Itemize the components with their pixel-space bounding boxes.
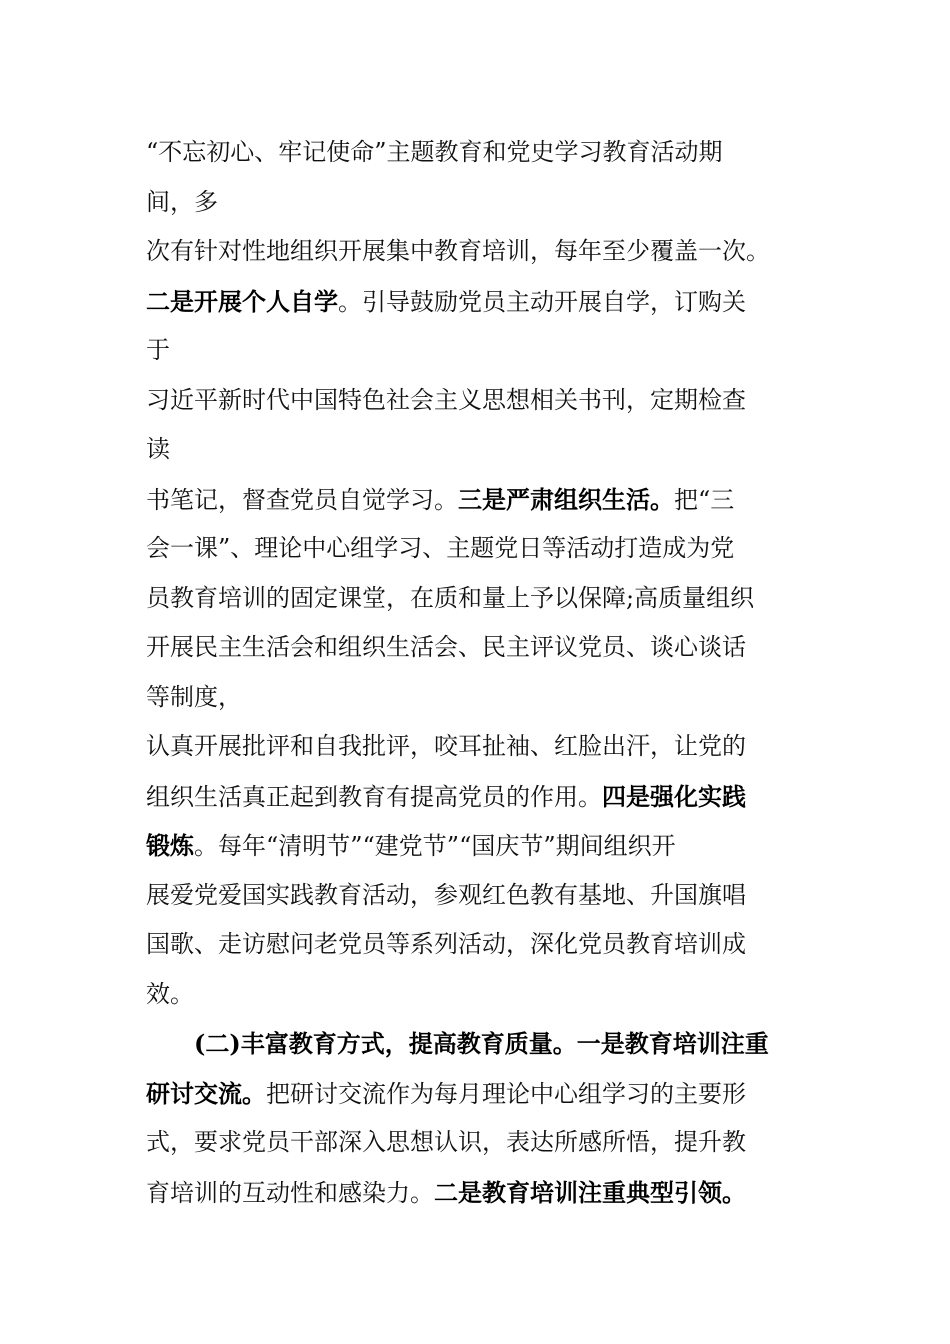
text-line — [146, 673, 816, 723]
body-text-segment: 认真开展批评和自我批评，咬耳扯袖、红脸出汗，让党的 — [146, 732, 746, 760]
body-text-segment: 读 — [146, 435, 170, 463]
text-line — [146, 623, 816, 673]
bold-heading-text: 研讨交流。 — [146, 1078, 266, 1108]
text-line — [146, 524, 816, 574]
body-text — [146, 128, 816, 1217]
text-line — [146, 376, 816, 426]
text-line — [146, 1168, 816, 1218]
text-line — [146, 772, 816, 822]
text-line — [146, 128, 816, 178]
text-line — [146, 425, 816, 475]
body-text-segment: 把研讨交流作为每月理论中心组学习的主要形 — [266, 1079, 746, 1108]
bold-heading-text: 二是开展个人自学 — [146, 286, 338, 316]
bold-heading-text: 四是强化实践 — [602, 781, 746, 811]
body-text-segment: 国歌、走访慰问老党员等系列活动，深化党员教育培训成 — [146, 930, 746, 958]
body-text-segment: 组织生活真正起到教育有提高党员的作用。 — [146, 782, 602, 811]
body-text-segment: 等制度， — [146, 682, 242, 711]
body-text-segment: 员教育培训的固定课堂，在质和量上予以保障;高质量组织 — [146, 583, 755, 612]
body-text-segment: 育培训的互动性和感染力。 — [146, 1178, 434, 1207]
body-text-segment: 于 — [146, 336, 170, 364]
text-line — [146, 970, 816, 1020]
bold-heading-text: 三是严肃组织生活。 — [458, 484, 674, 514]
text-line — [146, 574, 816, 624]
body-text-segment: 把“三 — [674, 485, 735, 514]
text-line — [146, 277, 816, 327]
body-text-segment: 会一课”、理论中心组学习、主题党日等活动打造成为党 — [146, 534, 735, 562]
body-text-segment: 间，多 — [146, 187, 218, 216]
body-text-segment: “不忘初心、牢记使命”主题教育和党史学习教育活动期 — [146, 138, 723, 166]
text-line — [146, 227, 816, 277]
body-text-segment: 展爱党爱国实践教育活动，参观红色教有基地、升国旗唱 — [146, 880, 746, 909]
body-text-segment: 式，要求党员干部深入思想认识，表达所感所悟，提升教 — [146, 1128, 746, 1156]
text-line — [146, 326, 816, 376]
text-line — [146, 1118, 816, 1168]
text-line — [146, 1069, 816, 1119]
body-text-segment: 。每年“清明节”“建党节”“国庆节”期间组织开 — [194, 832, 676, 860]
text-line — [146, 920, 816, 970]
body-text-segment: 次有针对性地组织开展集中教育培训，每年至少覆盖一次。 — [146, 237, 770, 265]
body-text-segment: 开展民主生活会和组织生活会、民主评议党员、谈心谈话 — [146, 633, 746, 661]
bold-heading-text: (二)丰富教育方式，提高教育质量。一是教育培训注重 — [194, 1029, 769, 1058]
text-line — [146, 1019, 816, 1069]
text-line — [146, 871, 816, 921]
body-text-segment: 书笔记，督查党员自觉学习。 — [146, 485, 458, 514]
body-text-segment: 习近平新时代中国特色社会主义思想相关书刊，定期检查 — [146, 385, 746, 414]
bold-heading-text: 二是教育培训注重典型引领。 — [434, 1177, 746, 1207]
body-text-segment: 效。 — [146, 979, 194, 1008]
text-line — [146, 475, 816, 525]
text-line — [146, 722, 816, 772]
text-line — [146, 178, 816, 228]
text-line — [146, 821, 816, 871]
body-text-segment: 。引导鼓励党员主动开展自学，订购关 — [338, 287, 746, 316]
bold-heading-text: 锻炼 — [146, 831, 194, 860]
